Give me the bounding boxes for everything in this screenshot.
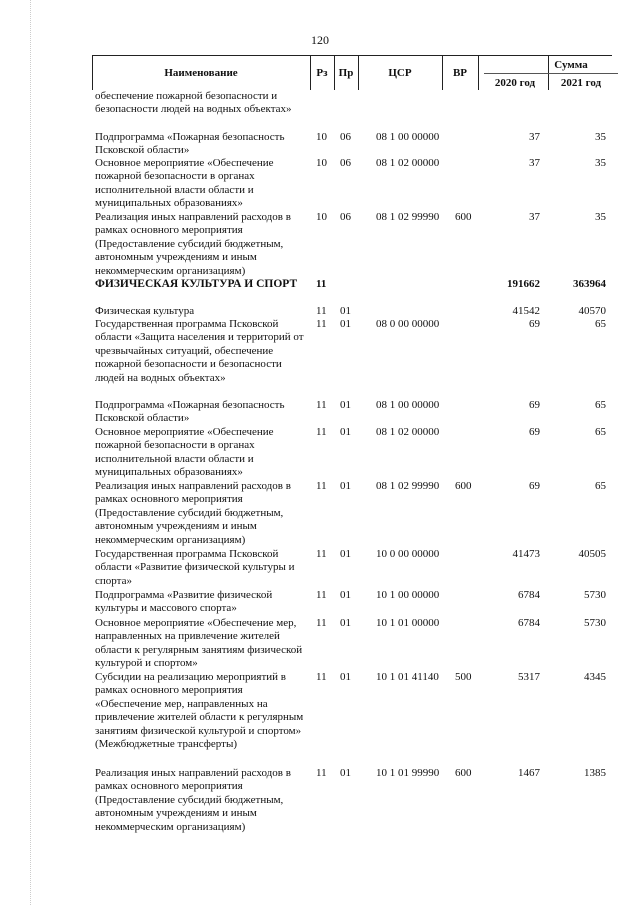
row-pr: 06 bbox=[340, 157, 351, 169]
row-name: Государственная программа Псковской области «Защита населения и территорий от чрезвычайных ситуаций, обеспечение пожарной безопасности и безопасности людей на водных объектах» bbox=[95, 318, 304, 384]
page-number: 120 bbox=[311, 33, 329, 47]
row-name: Основное мероприятие «Обеспечение мер, направленных на привлечение жителей области к регулярным занятиям физической культурой и спортом» bbox=[95, 617, 303, 670]
row-2020: 41542 bbox=[512, 305, 540, 317]
table-header bbox=[92, 55, 612, 90]
row-2020: 6784 bbox=[518, 617, 540, 629]
row-name: обеспечение пожарной безопасности и безопасности людей на водных объектах» bbox=[95, 90, 292, 116]
row-csr: 10 1 01 41140 bbox=[376, 671, 439, 683]
row-csr: 10 1 01 00000 bbox=[376, 617, 440, 629]
row-rz: 11 bbox=[316, 548, 327, 560]
row-2020: 191662 bbox=[507, 278, 540, 290]
row-pr: 01 bbox=[340, 399, 351, 411]
row-2021: 65 bbox=[595, 480, 606, 492]
row-rz: 11 bbox=[316, 278, 327, 290]
row-vr: 600 bbox=[455, 480, 472, 492]
row-name: Основное мероприятие «Обеспечение пожарной безопасности в органах исполнительной власти области и муниципальных образованиях» bbox=[95, 157, 274, 210]
row-2021: 65 bbox=[595, 426, 606, 438]
row-pr: 01 bbox=[340, 318, 351, 330]
row-2021: 4345 bbox=[584, 671, 606, 683]
row-name: Основное мероприятие «Обеспечение пожарной безопасности в органах исполнительной власти области и муниципальных образованиях» bbox=[95, 426, 274, 479]
row-2021: 40505 bbox=[578, 548, 606, 560]
row-rz: 11 bbox=[316, 305, 327, 317]
row-csr: 08 1 02 99990 bbox=[376, 211, 440, 223]
row-2021: 65 bbox=[595, 399, 606, 411]
row-2021: 35 bbox=[595, 157, 606, 169]
row-2020: 69 bbox=[529, 318, 540, 330]
row-name: Реализация иных направлений расходов в рамках основного мероприятия (Предоставление субсидий бюджетным, автономным учреждениям и иным некоммерческим организациям) bbox=[95, 480, 291, 546]
section-title: ФИЗИЧЕСКАЯ КУЛЬТУРА И СПОРТ bbox=[95, 278, 298, 290]
row-2021: 1385 bbox=[584, 767, 606, 779]
row-2020: 6784 bbox=[518, 589, 540, 601]
row-rz: 11 bbox=[316, 399, 327, 411]
row-pr: 06 bbox=[340, 131, 351, 143]
row-pr: 06 bbox=[340, 211, 351, 223]
row-vr: 600 bbox=[455, 211, 472, 223]
row-csr: 08 1 02 00000 bbox=[376, 426, 440, 438]
row-name: Физическая культура bbox=[95, 305, 195, 317]
row-csr: 08 1 00 00000 bbox=[376, 131, 440, 143]
row-2020: 37 bbox=[529, 211, 540, 223]
row-csr: 10 1 01 99990 bbox=[376, 767, 440, 779]
row-csr: 08 1 02 99990 bbox=[376, 480, 440, 492]
row-2020: 37 bbox=[529, 131, 540, 143]
row-2021: 35 bbox=[595, 211, 606, 223]
row-rz: 11 bbox=[316, 671, 327, 683]
row-csr: 10 0 00 00000 bbox=[376, 548, 440, 560]
row-pr: 01 bbox=[340, 548, 351, 560]
row-name: Реализация иных направлений расходов в рамках основного мероприятия (Предоставление субсидий бюджетным, автономным учреждениям и иным некоммерческим организациям) bbox=[95, 211, 291, 277]
row-rz: 11 bbox=[316, 589, 327, 601]
header-pr: Пр bbox=[338, 67, 354, 79]
scan-edge-line bbox=[30, 0, 31, 905]
row-2021: 5730 bbox=[584, 617, 606, 629]
row-pr: 01 bbox=[340, 426, 351, 438]
header-vr: ВР bbox=[452, 67, 468, 79]
row-2020: 69 bbox=[529, 426, 540, 438]
row-2021: 35 bbox=[595, 131, 606, 143]
row-2020: 69 bbox=[529, 480, 540, 492]
row-vr: 600 bbox=[455, 767, 472, 779]
row-rz: 11 bbox=[316, 617, 327, 629]
row-csr: 08 1 00 00000 bbox=[376, 399, 440, 411]
header-name: Наименование bbox=[164, 67, 238, 79]
row-2021: 363964 bbox=[573, 278, 606, 290]
row-pr: 01 bbox=[340, 480, 351, 492]
row-name: Реализация иных направлений расходов в рамках основного мероприятия (Предоставление субсидий бюджетным, автономным учреждениям и иным некоммерческим организациям) bbox=[95, 767, 291, 833]
row-2020: 41473 bbox=[512, 548, 540, 560]
row-pr: 01 bbox=[340, 589, 351, 601]
row-name: Государственная программа Псковской области «Развитие физической культуры и спорта» bbox=[95, 548, 295, 587]
header-csr: ЦСР bbox=[388, 67, 412, 79]
row-name: Подпрограмма «Пожарная безопасность Псковской области» bbox=[95, 131, 285, 157]
row-rz: 11 bbox=[316, 318, 327, 330]
row-2020: 69 bbox=[529, 399, 540, 411]
row-name: Подпрограмма «Пожарная безопасность Псковской области» bbox=[95, 399, 285, 425]
header-rz: Рз bbox=[316, 67, 328, 79]
row-vr: 500 bbox=[455, 671, 472, 683]
row-rz: 11 bbox=[316, 480, 327, 492]
row-rz: 10 bbox=[316, 157, 327, 169]
row-name: Субсидии на реализацию мероприятий в рамках основного мероприятия «Обеспечение мер, направленных на привлечение жителей области к регулярным занятиям физической культурой и спортом» (Межбюджетные трансферты) bbox=[95, 671, 304, 751]
row-csr: 08 0 00 00000 bbox=[376, 318, 440, 330]
row-csr: 10 1 00 00000 bbox=[376, 589, 440, 601]
row-2020: 1467 bbox=[518, 767, 540, 779]
row-pr: 01 bbox=[340, 671, 351, 683]
row-rz: 10 bbox=[316, 131, 327, 143]
row-rz: 11 bbox=[316, 767, 327, 779]
header-sum: Сумма bbox=[554, 59, 588, 71]
row-2020: 5317 bbox=[518, 671, 540, 683]
row-2021: 65 bbox=[595, 318, 606, 330]
row-2021: 40570 bbox=[578, 305, 606, 317]
row-rz: 11 bbox=[316, 426, 327, 438]
row-pr: 01 bbox=[340, 617, 351, 629]
row-csr: 08 1 02 00000 bbox=[376, 157, 440, 169]
row-pr: 01 bbox=[340, 767, 351, 779]
row-rz: 10 bbox=[316, 211, 327, 223]
sum-underline bbox=[484, 73, 618, 74]
row-2021: 5730 bbox=[584, 589, 606, 601]
row-2020: 37 bbox=[529, 157, 540, 169]
header-2020: 2020 год bbox=[494, 77, 536, 89]
row-name: Подпрограмма «Развитие физической культуры и массового спорта» bbox=[95, 589, 273, 615]
row-pr: 01 bbox=[340, 305, 351, 317]
header-2021: 2021 год bbox=[560, 77, 602, 89]
